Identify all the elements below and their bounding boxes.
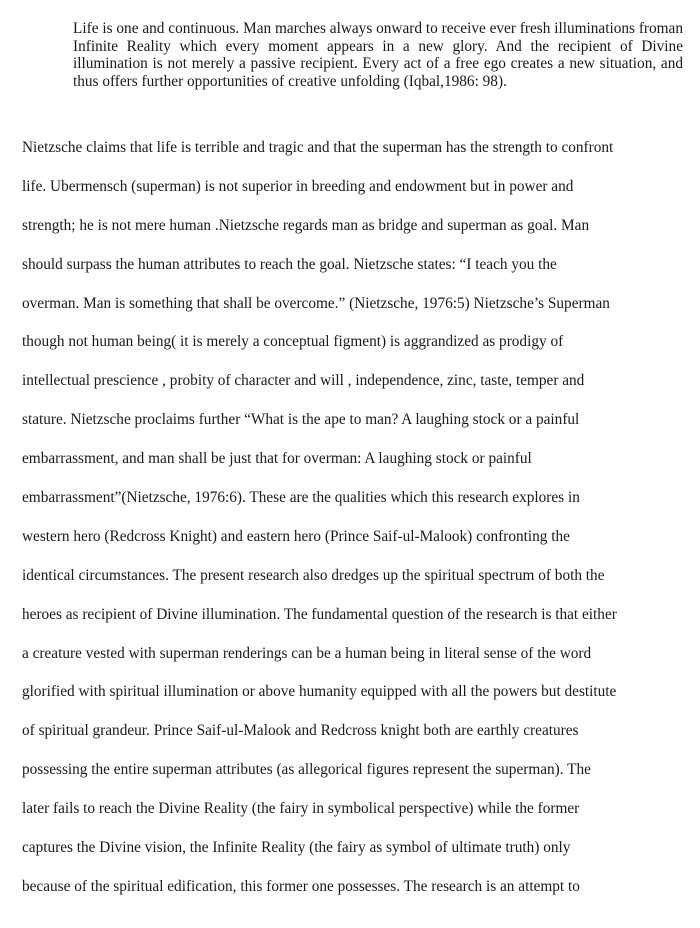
text-line: strength; he is not mere human .Nietzsche regards man as bridge and superman as goal. Man — [22, 216, 590, 234]
text-line: glorified with spiritual illumination or above humanity equipped with all the powers but destitute — [22, 683, 617, 701]
text-line: heroes as recipient of Divine illumination. The fundamental question of the research is that either — [22, 605, 617, 623]
text-line: identical circumstances. The present research also dredges up the spiritual spectrum of both the — [22, 566, 605, 584]
text-line: of spiritual grandeur. Prince Saif-ul-Malook and Redcross knight both are earthly creatures — [22, 722, 579, 740]
text-line: stature. Nietzsche proclaims further “What is the ape to man? A laughing stock or a painful — [22, 411, 580, 429]
text-line: a creature vested with superman renderings can be a human being in literal sense of the word — [22, 644, 592, 662]
text-line: embarrassment, and man shall be just that for overman: A laughing stock or painful — [22, 450, 532, 468]
block-quote: Life is one and continuous. Man marches always onward to receive ever fresh illuminations froman Infinite Reality which every moment appears in a new glory. And the recipient of Divine illumination is not merely a passive recipient. Every act of a free ego creates a new situation, and thus offers further opportunities of creative unfolding (Iqbal,1986: 98). — [73, 20, 683, 90]
text-line: though not human being( it is merely a conceptual figment) is aggrandized as prodigy of — [22, 333, 564, 351]
text-line: because of the spiritual edification, this former one possesses. The research is an attempt to — [22, 877, 580, 895]
text-line: Nietzsche claims that life is terrible and tragic and that the superman has the strength to confront — [22, 139, 614, 156]
text-line: life. Ubermensch (superman) is not superior in breeding and endowment but in power and — [22, 177, 574, 195]
text-line: overman. Man is something that shall be overcome.” (Nietzsche, 1976:5) Nietzsche’s Superman — [22, 294, 610, 312]
text-line: captures the Divine vision, the Infinite Reality (the fairy as symbol of ultimate truth) only — [22, 839, 571, 857]
text-line: possessing the entire superman attributes (as allegorical figures represent the superman). The — [22, 761, 591, 779]
text-line: western hero (Redcross Knight) and eastern hero (Prince Saif-ul-Malook) confronting the — [22, 527, 570, 545]
text-line: embarrassment”(Nietzsche, 1976:6). These are the qualities which this research explores in — [22, 489, 580, 507]
body-paragraph — [22, 137, 682, 915]
text-line: should surpass the human attributes to reach the goal. Nietzsche states: “I teach you the — [22, 255, 557, 273]
text-line: later fails to reach the Divine Reality (the fairy in symbolical perspective) while the former — [22, 800, 580, 818]
text-line: intellectual prescience , probity of character and will , independence, zinc, taste, temper and — [22, 372, 585, 390]
